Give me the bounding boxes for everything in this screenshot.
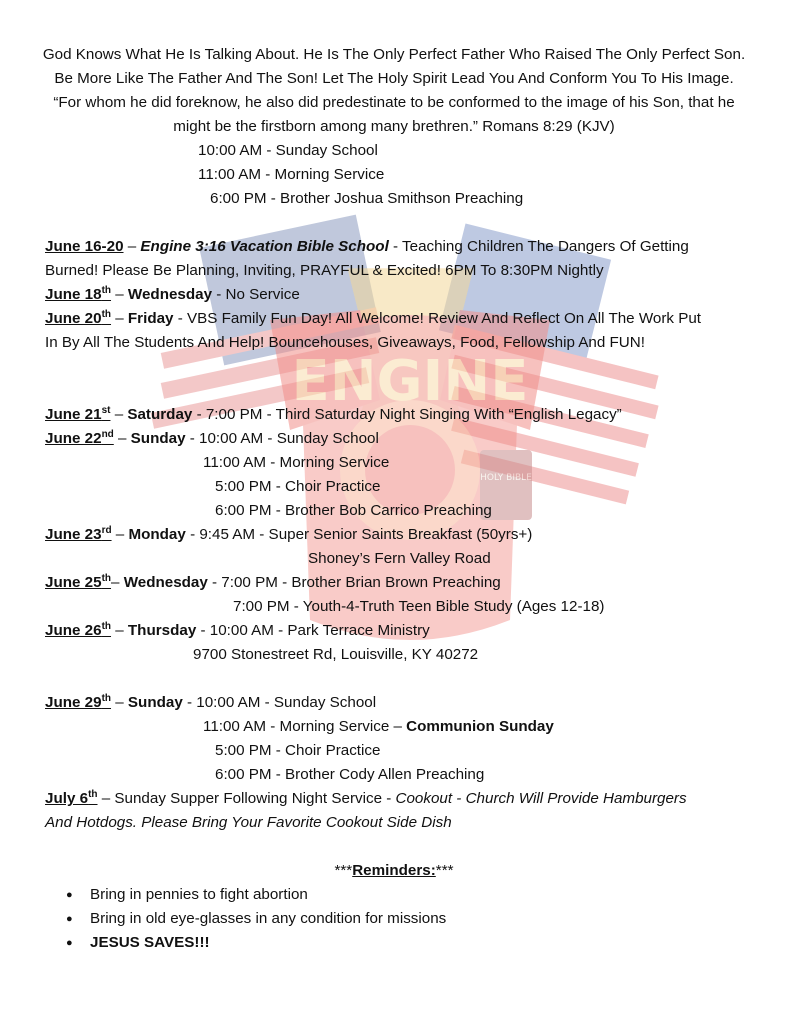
vbs-line-1 [45,235,689,259]
june26-weekday: Thursday [127,622,197,639]
june29-weekday: Sunday [127,694,183,711]
reminders-title: Reminders: [352,862,436,879]
reminders-heading: ***Reminders:*** [334,862,454,879]
june20-line-2: In By All The Students And Help! Bouncehouses, Giveaways, Food, Fellowship And FUN! [45,334,645,351]
june26-more: 9700 Stonestreet Rd, Louisville, KY 40272 [193,646,479,663]
june20-date: June 20th [45,308,112,327]
intro-schedule-1: 10:00 AM - Sunday School [198,142,378,159]
june20-weekday: Friday [127,310,174,327]
june22-line: June 22nd – Sunday - 10:00 AM - Sunday School [45,428,379,447]
june21-line: June 21st – Saturday - 7:00 PM - Third Saturday Night Singing With “English Legacy” [45,404,622,423]
june18-line: June 18th – Wednesday - No Service [45,284,300,303]
june23-weekday: Monday [128,526,186,543]
bible-text: HOLY BIBLE [480,473,532,483]
june26-date: June 26th [45,620,112,639]
communion-sunday: Communion Sunday [406,718,554,735]
june29-more-1: 5:00 PM - Choir Practice [215,742,381,759]
june25-weekday: Wednesday [123,574,208,591]
june23-more: Shoney’s Fern Valley Road [308,550,491,567]
reminders-list [62,883,446,955]
july6-line-2: And Hotdogs. Please Bring Your Favorite Cookout Side Dish [45,814,452,831]
june21-date: June 21st [45,404,111,423]
badge-text: ENGINE [291,349,529,414]
list-item: ● Bring in pennies to fight abortion [62,883,446,907]
vbs-line-2: Burned! Please Be Planning, Inviting, PRAYFUL & Excited! 6PM To 8:30PM Nightly [45,262,604,279]
july6-line-1: July 6th – Sunday Supper Following Night Service - Cookout - Church Will Provide Hamburgers [45,788,687,807]
june22-weekday: Sunday [130,430,186,447]
june20-line-1: June 20th – Friday - VBS Family Fun Day! All Welcome! Review And Reflect On All The Work Put [45,308,702,327]
june21-weekday: Saturday [127,406,193,423]
list-item: ● Bring in old eye-glasses in any condition for missions [62,907,446,931]
vbs-text-1: - Teaching Children The Dangers Of Getting [388,238,689,255]
intro-paragraph: God Knows What He Is Talking About. He Is The Only Perfect Father Who Raised The Only Perfect Son. Be More Like The Father And The Son! Let The Holy Spirit Lead You And Conform You To His Image. “For whom he did foreknow, he also did predestinate to be conformed to the image of his Son, that he might be the firstborn among many brethren.” Romans 8:29 (KJV) [42,46,746,135]
july6-date: July 6th [45,788,98,807]
june25-line: June 25th– Wednesday - 7:00 PM - Brother Brian Brown Preaching [45,572,501,591]
june18-date: June 18th [45,284,112,303]
june22-more-2: 5:00 PM - Choir Practice [215,478,381,495]
june29-more-2: 6:00 PM - Brother Cody Allen Preaching [215,766,485,783]
list-item: ● JESUS SAVES!!! [62,931,446,955]
june25-date: June 25th [45,572,112,591]
june22-date: June 22nd [45,428,114,447]
june25-more: 7:00 PM - Youth-4-Truth Teen Bible Study (Ages 12-18) [233,598,605,615]
june29-line: June 29th – Sunday - 10:00 AM - Sunday School [45,692,377,711]
june23-date: June 23rd [45,524,112,543]
dash: – [123,238,141,255]
june29-date: June 29th [45,692,112,711]
vbs-date: June 16-20 [45,238,124,255]
june26-line: June 26th – Thursday - 10:00 AM - Park Terrace Ministry [45,620,430,639]
june22-more-3: 6:00 PM - Brother Bob Carrico Preaching [215,502,492,519]
june18-weekday: Wednesday [127,286,213,303]
june23-line: June 23rd – Monday - 9:45 AM - Super Senior Saints Breakfast (50yrs+) [45,524,533,543]
intro-schedule-2: 11:00 AM - Morning Service [198,166,385,183]
june22-more-1: 11:00 AM - Morning Service [203,454,390,471]
vbs-title: Engine 3:16 Vacation Bible School [140,238,389,255]
june29-line-2: 11:00 AM - Morning Service – Communion Sunday [203,718,554,735]
intro-schedule-3: 6:00 PM - Brother Joshua Smithson Preaching [210,190,524,207]
